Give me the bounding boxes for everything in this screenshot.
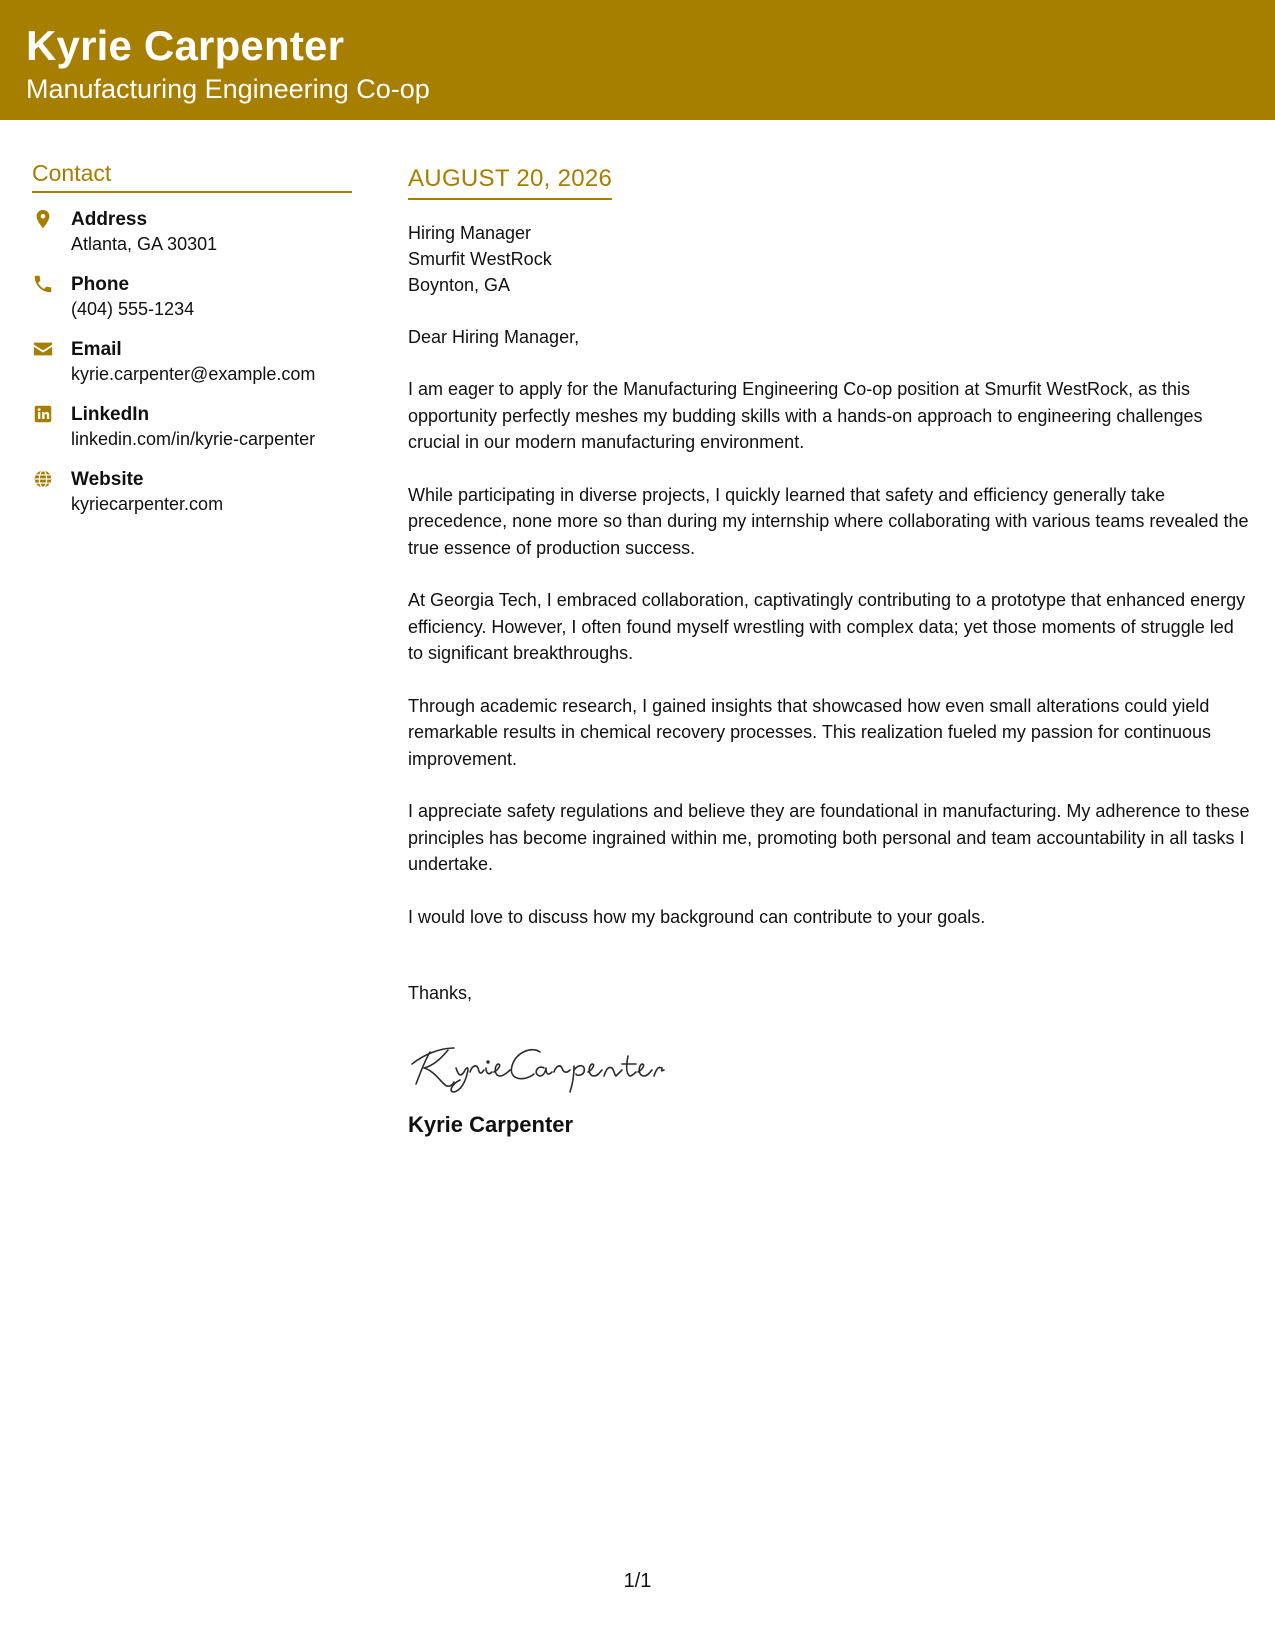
recipient-line: Hiring Manager: [408, 223, 532, 243]
body-paragraph: I would love to discuss how my background can contribute to your goals.: [408, 906, 986, 927]
contact-item-email: [32, 337, 352, 387]
contact-label: Phone: [71, 274, 130, 295]
letter-body: [408, 165, 1253, 1138]
body-paragraph: At Georgia Tech, I embraced collaboration, captivatingly contributing to a prototype that enhanced energy efficiency. However, I often found myself wrestling with complex data; yet those moments of struggle led to significant breakthroughs.: [408, 590, 1246, 663]
contact-item-website: [32, 467, 352, 517]
closing: Thanks,: [408, 983, 473, 1003]
body-paragraph: I appreciate safety regulations and believe they are foundational in manufacturing. My adherence to these principles has become ingrained within me, promoting both personal and team accountability in all tasks I undertake.: [408, 801, 1250, 874]
contact-label: LinkedIn: [71, 404, 150, 425]
address-value: Atlanta, GA 30301: [71, 234, 218, 254]
linkedin-icon: [32, 403, 54, 425]
contact-sidebar: [32, 160, 352, 532]
salutation: Dear Hiring Manager,: [408, 327, 580, 347]
body-paragraph: I am eager to apply for the Manufacturing Engineering Co-op position at Smurfit WestRock, as this opportunity perfectly meshes my budding skills with a hands-on approach to engineering challenges crucial in our modern manufacturing environment.: [408, 379, 1203, 452]
contact-item-linkedin: [32, 402, 352, 452]
contact-item-address: [32, 207, 352, 257]
linkedin-value[interactable]: linkedin.com/in/kyrie-carpenter: [71, 429, 316, 449]
handwritten-signature: [408, 1034, 668, 1094]
map-pin-icon: [32, 208, 54, 230]
envelope-icon: [32, 338, 54, 360]
letter-date: AUGUST 20, 2026: [408, 165, 612, 200]
page-number: 1/1: [623, 1570, 652, 1592]
applicant-name: Kyrie Carpenter: [26, 22, 345, 69]
email-value[interactable]: kyrie.carpenter@example.com: [71, 364, 316, 384]
contact-label: Address: [71, 209, 148, 230]
body-paragraph: Through academic research, I gained insights that showcased how even small alterations could yield remarkable results in chemical recovery processes. This realization fueled my passion for continuous improvement.: [408, 695, 1212, 769]
website-value[interactable]: kyriecarpenter.com: [71, 494, 224, 514]
body-paragraph: While participating in diverse projects, I quickly learned that safety and efficiency generally take precedence, none more so than during my internship where collaborating with various teams revealed the true essence of production success.: [408, 484, 1249, 558]
recipient-line: Smurfit WestRock: [408, 249, 552, 269]
contact-label: Email: [71, 339, 122, 360]
phone-icon: [32, 273, 54, 295]
applicant-title: Manufacturing Engineering Co-op: [26, 74, 430, 104]
header-banner: [0, 0, 1275, 120]
recipient-block: [408, 220, 1253, 298]
contact-item-phone: [32, 272, 352, 322]
globe-icon: [32, 468, 54, 490]
contact-heading: Contact: [32, 160, 352, 193]
contact-label: Website: [71, 469, 144, 490]
phone-value: (404) 555-1234: [71, 299, 195, 319]
recipient-line: Boynton, GA: [408, 275, 511, 295]
signer-name: Kyrie Carpenter: [408, 1112, 574, 1137]
